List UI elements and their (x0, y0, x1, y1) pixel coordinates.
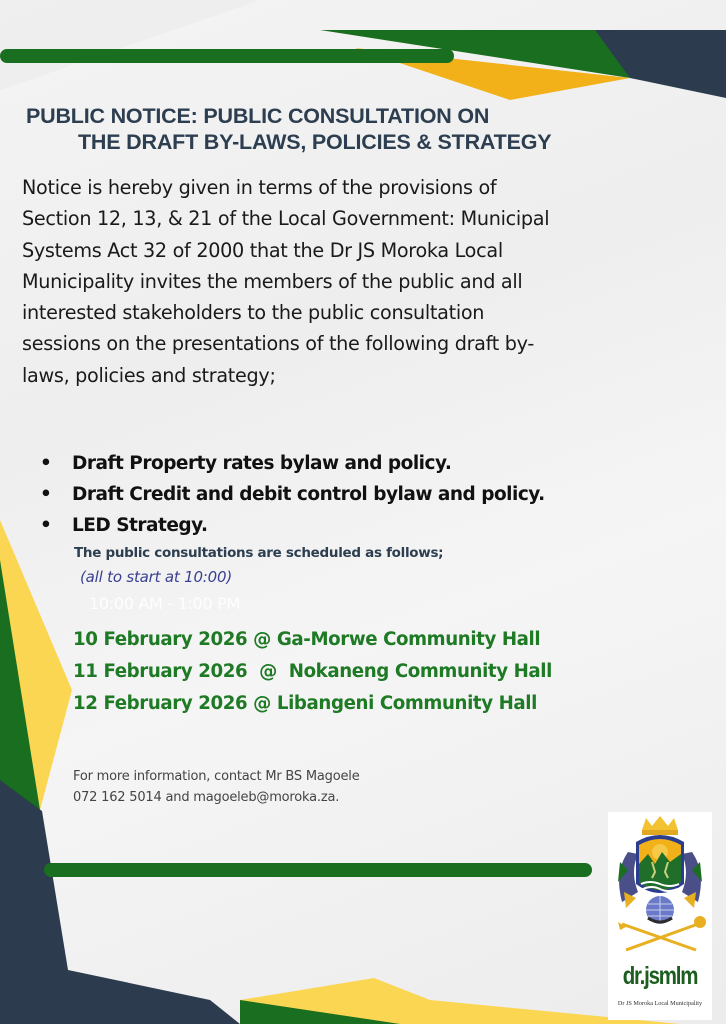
bullet-icon: • (40, 484, 52, 505)
body-line: laws, policies and strategy; (22, 363, 276, 387)
left-navy-shape (0, 780, 240, 1024)
bullet-icon: • (40, 515, 52, 536)
time-range: 10:00 AM - 1:00 PM (89, 594, 240, 613)
crown-icon (642, 816, 678, 830)
bottom-green-bar (44, 863, 592, 877)
body-line: sessions on the presentations of the following draft by- (22, 332, 534, 356)
title-line-1: PUBLIC NOTICE: PUBLIC CONSULTATION ON (26, 104, 490, 128)
draft-items-list (40, 448, 545, 541)
notice-body (22, 172, 712, 391)
body-line: Municipality invites the members of the public and all (22, 269, 523, 293)
top-green-bar (0, 49, 454, 63)
session-item: 11 February 2026 @ Nokaneng Community Hall (73, 661, 552, 682)
body-line: Notice is hereby given in terms of the provisions of (22, 176, 497, 199)
contact-info (73, 766, 360, 808)
body-line: Systems Act 32 of 2000 that the Dr JS Moroka Local (22, 238, 503, 262)
municipality-logo (608, 812, 712, 1020)
start-time-note: (all to start at 10:00) (80, 568, 232, 586)
schedule-heading: The public consultations are scheduled as follows; (74, 545, 444, 561)
bg-facet (0, 0, 260, 90)
body-line: Section 12, 13, & 21 of the Local Government: Municipal (22, 207, 550, 231)
body-line: interested stakeholders to the public consultation (22, 301, 485, 325)
list-item (40, 510, 545, 541)
bullet-icon: • (40, 453, 52, 474)
session-list (73, 624, 552, 720)
contact-line: For more information, contact Mr BS Magoele (73, 769, 360, 784)
item-text: Draft Property rates bylaw and policy. (72, 453, 452, 474)
contact-line: 072 162 5014 and magoeleb@moroka.za. (73, 790, 340, 805)
logo-subtitle: Dr JS Moroka Local Municipality (617, 1000, 703, 1007)
notice-title (26, 103, 716, 155)
item-text: Draft Credit and debit control bylaw and policy. (72, 484, 545, 505)
coat-of-arms-icon (608, 812, 712, 962)
list-item (40, 479, 545, 510)
title-line-2: THE DRAFT BY-LAWS, POLICIES & STRATEGY (78, 130, 552, 154)
item-text: LED Strategy. (72, 515, 208, 536)
list-item (40, 448, 545, 479)
logo-wordmark: dr.jsmlm (622, 962, 698, 990)
session-item: 12 February 2026 @ Libangeni Community Hall (73, 693, 537, 714)
session-item: 10 February 2026 @ Ga-Morwe Community Hall (73, 629, 541, 650)
